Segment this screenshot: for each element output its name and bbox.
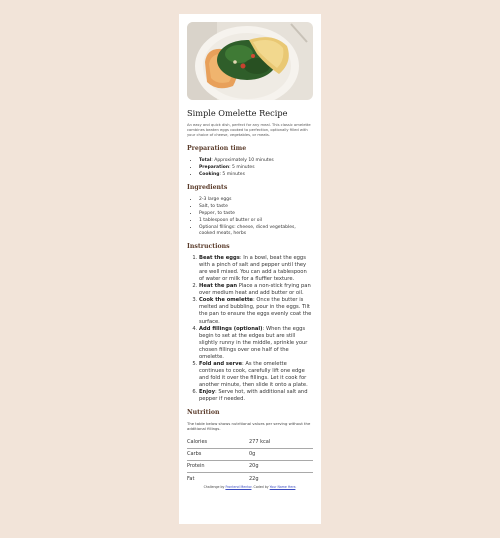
prep-label: Cooking <box>199 171 220 177</box>
instructions-list <box>187 255 313 403</box>
step-label: Fold and serve <box>199 360 242 367</box>
recipe-intro: An easy and quick dish, perfect for any meal. This classic omelette combines beaten eggs cooked to perfection, optionally filled with your choice of cheese, vegetables, or meats. <box>187 123 311 137</box>
attribution-footer <box>187 485 313 489</box>
footer-text: Challenge by <box>203 485 226 490</box>
table-row <box>187 472 313 484</box>
step-text: : Once the butter is melted and bubbling, pour in the eggs. Tilt the pan to ensure the eggs evenly coat the surface. <box>199 297 312 325</box>
nutrition-intro: The table below shows nutritional values per serving without the additional fillings. <box>187 421 311 432</box>
nutrient-value: 20g <box>247 460 313 472</box>
list-item <box>199 326 313 361</box>
recipe-card <box>179 14 321 524</box>
prep-heading: Preparation time <box>187 144 247 152</box>
nutrient-name: Protein <box>187 460 247 472</box>
nutrient-name: Fat <box>187 475 195 482</box>
list-item <box>199 297 313 325</box>
step-label: Cook the omelette <box>199 297 253 304</box>
ingredients-list <box>187 196 313 237</box>
omelette-photo <box>187 22 313 100</box>
list-item <box>199 361 313 389</box>
prep-label: Preparation <box>199 164 230 170</box>
list-item <box>199 164 313 171</box>
list-item <box>199 283 313 297</box>
nutrient-value: 0g <box>247 448 313 460</box>
nutrient-name: Carbs <box>187 448 247 460</box>
step-label: Heat the pan <box>199 283 238 290</box>
step-text: : When the eggs begin to set at the edges but are still slightly runny in the middle, sprinkle your chosen fillings over one half of the omelette. <box>199 325 308 360</box>
list-item: • Optional fillings: cheese, diced vegetables, cooked meats, herbs <box>199 224 313 237</box>
step-text: : As the omelette continues to cook, carefully lift one edge and fold it over the fillings. Let it cook for another minute, then slide it onto a plate. <box>199 360 308 389</box>
prep-text: : 5 minutes <box>229 164 255 170</box>
step-label: Beat the eggs <box>199 254 240 261</box>
table-row <box>187 448 313 460</box>
recipe-title: Simple Omelette Recipe <box>187 108 288 118</box>
list-item: • Pepper, to taste <box>199 210 313 217</box>
list-item <box>199 389 313 403</box>
list-item <box>199 255 313 283</box>
step-text: : In a bowl, beat the eggs with a pinch of salt and pepper until they are well mixed. You can add a tablespoon of water or milk for a fluffier texture. <box>199 254 307 283</box>
list-item: • Salt, to taste <box>199 203 313 210</box>
step-text: Place a non-stick frying pan over medium heat and add butter or oil. <box>199 283 311 297</box>
step-text: : Serve hot, with additional salt and pepper if needed. <box>199 389 308 403</box>
author-link[interactable]: Your Name Here <box>269 485 296 490</box>
nutrient-value: 22g <box>249 475 259 482</box>
prep-list <box>187 157 313 178</box>
frontend-mentor-link[interactable]: Frontend Mentor <box>225 485 252 490</box>
nutrition-table <box>187 436 313 484</box>
table-row <box>187 460 313 472</box>
list-item: • 1 tablespoon of butter or oil <box>199 217 313 224</box>
footer-text: . Coded by <box>251 485 270 490</box>
list-item: • 2-3 large eggs <box>199 196 313 203</box>
prep-text: : 5 minutes <box>219 171 245 177</box>
footer-text: . <box>295 485 297 490</box>
ingredients-heading: Ingredients <box>187 183 228 191</box>
list-item <box>199 157 313 164</box>
prep-text: : Approximately 10 minutes <box>211 157 274 163</box>
step-label: Enjoy <box>199 389 215 396</box>
prep-label: Total <box>199 157 212 163</box>
nutrient-value: 277 kcal <box>247 436 313 448</box>
nutrition-heading: Nutrition <box>187 409 220 417</box>
list-item <box>199 171 313 178</box>
nutrient-name: Calories <box>187 436 247 448</box>
step-label: Add fillings (optional) <box>199 325 263 332</box>
instructions-heading: Instructions <box>187 243 230 251</box>
table-row <box>187 436 313 448</box>
